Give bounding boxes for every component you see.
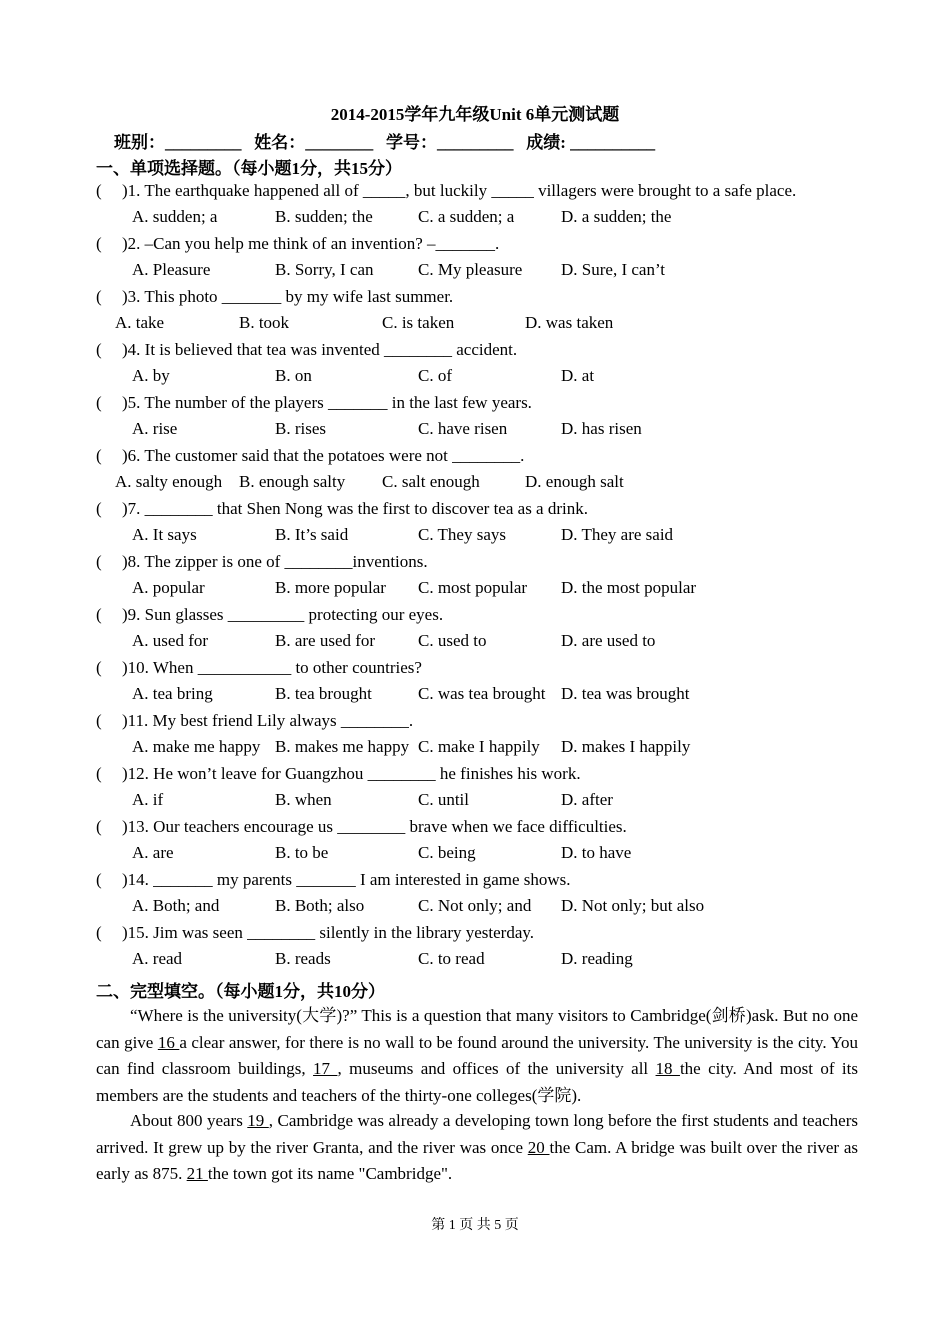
option-c: C. make I happily — [418, 737, 540, 756]
question-stem-7 — [96, 499, 588, 519]
option-c: C. have risen — [418, 419, 508, 438]
question-stem-5 — [96, 393, 532, 413]
option-a: A. tea bring — [132, 684, 213, 703]
cloze-blank-19: 19 — [247, 1111, 269, 1130]
option-c: C. to read — [418, 949, 485, 968]
option-c: C. being — [418, 843, 476, 862]
answer-paren: ( — [96, 287, 102, 306]
option-d: D. after — [561, 790, 613, 809]
cloze-paragraph-1 — [96, 1003, 858, 1109]
option-d: D. makes I happily — [561, 737, 691, 756]
option-a: A. are — [132, 843, 174, 862]
option-a: A. take — [115, 313, 165, 332]
option-d: D. to have — [561, 843, 632, 862]
option-a: A. popular — [132, 578, 205, 597]
option-a: A. if — [132, 790, 164, 809]
answer-paren: ( — [96, 552, 102, 571]
answer-paren: ( — [96, 340, 102, 359]
option-b: B. Both; also — [275, 896, 365, 915]
answer-paren: ( — [96, 181, 102, 200]
cloze-blank-16: 16 — [157, 1032, 180, 1052]
cloze-paragraph-2 — [96, 1108, 858, 1188]
option-a: A. It says — [132, 525, 197, 544]
option-b: B. enough salty — [239, 472, 346, 491]
page-footer: 第 1 页 共 5 页 — [431, 1218, 519, 1233]
question-text: )1. The earthquake happened all of _____, but luckily _____ villagers were brought to a safe place. — [122, 181, 797, 200]
question-text: )3. This photo _______ by my wife last summer. — [122, 287, 454, 306]
option-b: B. rises — [275, 419, 326, 438]
option-a: A. make me happy — [132, 737, 261, 756]
option-b: B. are used for — [275, 631, 376, 650]
option-b: B. reads — [275, 949, 331, 968]
option-d: D. are used to — [561, 631, 656, 650]
option-b: B. tea brought — [275, 684, 372, 703]
answer-paren: ( — [96, 234, 102, 253]
option-a: A. sudden; a — [132, 207, 218, 226]
option-c: C. They says — [418, 525, 506, 544]
option-b: B. more popular — [275, 578, 386, 597]
option-b: B. to be — [275, 843, 329, 862]
question-stem-3 — [96, 287, 453, 307]
question-stem-6 — [96, 446, 524, 466]
option-c: C. until — [418, 790, 470, 809]
question-stem-4 — [96, 340, 517, 360]
option-b: B. Sorry, I can — [275, 260, 374, 279]
option-a: A. read — [132, 949, 183, 968]
question-stem-13 — [96, 817, 627, 837]
option-a: A. rise — [132, 419, 178, 438]
cloze-blank-20: 20 — [527, 1137, 550, 1157]
question-text: )4. It is believed that tea was invented ________ accident. — [122, 340, 518, 359]
question-text: )10. When ___________ to other countries? — [122, 658, 422, 677]
cloze-text: a clear answer, for there is no wall to be found around the university. The university is the city. You can find classroom buildings, — [96, 1032, 859, 1079]
option-c: C. My pleasure — [418, 260, 523, 279]
question-stem-15 — [96, 923, 534, 943]
cloze-blank-18: 18 — [655, 1059, 680, 1079]
question-stem-12 — [96, 764, 581, 784]
option-d: D. the most popular — [561, 578, 697, 597]
option-c: C. was tea brought — [418, 684, 546, 703]
question-stem-1 — [96, 181, 796, 201]
question-stem-14 — [96, 870, 571, 890]
question-stem-11 — [96, 711, 413, 731]
cloze-text: , museums and offices of the university all — [337, 1059, 656, 1079]
question-stem-2 — [96, 234, 499, 254]
option-d: D. reading — [561, 949, 633, 968]
option-d: D. tea was brought — [561, 684, 690, 703]
question-stem-9 — [96, 605, 443, 625]
answer-paren: ( — [96, 499, 102, 518]
question-text: )14. _______ my parents _______ I am interested in game shows. — [122, 870, 571, 889]
answer-paren: ( — [96, 764, 102, 783]
question-text: )15. Jim was seen ________ silently in the library yesterday. — [122, 923, 535, 942]
question-text: )2. –Can you help me think of an invention? –_______. — [122, 234, 500, 253]
option-d: D. a sudden; the — [561, 207, 672, 226]
question-text: )7. ________ that Shen Nong was the first to discover tea as a drink. — [122, 499, 588, 518]
option-c: C. Not only; and — [418, 896, 532, 915]
student-info-line: 班别：_________ 姓名：________ 学号：_________ 成绩: __________ — [114, 133, 656, 152]
option-b: B. sudden; the — [275, 207, 373, 226]
option-d: D. at — [561, 366, 595, 385]
question-text: )9. Sun glasses _________ protecting our eyes. — [122, 605, 444, 624]
option-d: D. Sure, I can’t — [561, 260, 666, 279]
question-text: )8. The zipper is one of ________inventions. — [122, 552, 428, 571]
option-d: D. was taken — [525, 313, 614, 332]
cloze-text: the city. And most of its members are the students and teachers of the thirty-one colleges(学院). — [96, 1059, 858, 1105]
question-text: )11. My best friend Lily always ________. — [122, 711, 414, 730]
answer-paren: ( — [96, 605, 102, 624]
cloze-blank-17: 17 — [313, 1059, 338, 1079]
option-d: D. They are said — [561, 525, 674, 544]
question-text: )5. The number of the players _______ in the last few years. — [122, 393, 532, 412]
option-a: A. Pleasure — [132, 260, 211, 279]
option-c: C. is taken — [382, 313, 455, 332]
answer-paren: ( — [96, 711, 102, 730]
option-b: B. when — [275, 790, 332, 809]
option-c: C. salt enough — [382, 472, 480, 491]
option-b: B. on — [275, 366, 312, 385]
answer-paren: ( — [96, 446, 102, 465]
question-stem-8 — [96, 552, 428, 572]
option-b: B. It’s said — [275, 525, 349, 544]
answer-paren: ( — [96, 658, 102, 677]
answer-paren: ( — [96, 870, 102, 889]
option-b: B. makes me happy — [275, 737, 410, 756]
section1-heading: 一、单项选择题。（每小题1分，共15分） — [96, 159, 402, 178]
question-text: )13. Our teachers encourage us ________ brave when we face difficulties. — [122, 817, 627, 836]
option-c: C. of — [418, 366, 452, 385]
cloze-text: the Cam. A bridge was built over the river as early as 875. — [96, 1137, 858, 1184]
option-a: A. used for — [132, 631, 209, 650]
answer-paren: ( — [96, 817, 102, 836]
option-d: D. Not only; but also — [561, 896, 705, 915]
option-d: D. has risen — [561, 419, 642, 438]
question-stem-10 — [96, 658, 422, 678]
cloze-text: , Cambridge was already a developing town long before the first students and teachers arrived. It grew up by the river Granta, and the river was once — [96, 1111, 859, 1157]
option-c: C. most popular — [418, 578, 528, 597]
option-d: D. enough salt — [525, 472, 624, 491]
option-a: A. Both; and — [132, 896, 220, 915]
option-c: C. used to — [418, 631, 487, 650]
option-a: A. by — [132, 366, 170, 385]
cloze-text: About 800 years — [130, 1111, 248, 1130]
cloze-text: the town got its name "Cambridge". — [207, 1164, 453, 1184]
option-a: A. salty enough — [115, 472, 223, 491]
page-title: 2014-2015学年九年级Unit 6单元测试题 — [330, 105, 620, 124]
section2-heading: 二、完型填空。（每小题1分，共10分） — [96, 982, 385, 1001]
question-text: )12. He won’t leave for Guangzhou ________ he finishes his work. — [122, 764, 581, 783]
answer-paren: ( — [96, 923, 102, 942]
cloze-text: “Where is the university(大学)?” This is a question that many visitors to Cambridge(剑桥)ask. But no one can give — [96, 1006, 858, 1052]
question-text: )6. The customer said that the potatoes were not ________. — [122, 446, 525, 465]
cloze-blank-21: 21 — [186, 1164, 208, 1184]
answer-paren: ( — [96, 393, 102, 412]
option-c: C. a sudden; a — [418, 207, 515, 226]
option-b: B. took — [239, 313, 290, 332]
